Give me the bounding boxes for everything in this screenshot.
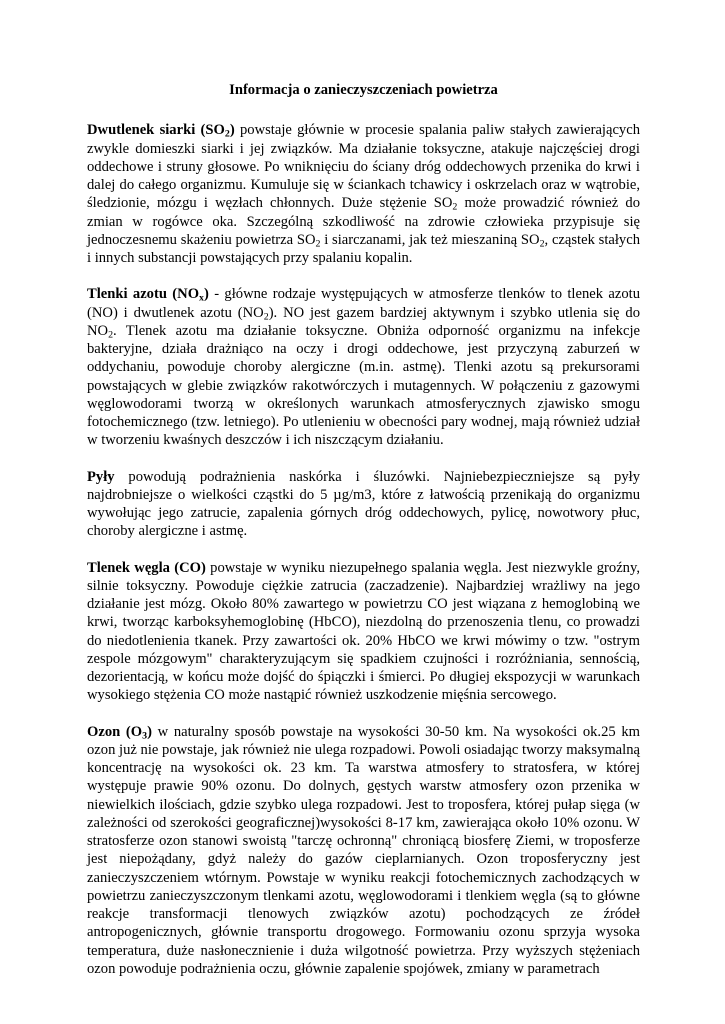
document-title: Informacja o zanieczyszczeniach powietrza: [229, 82, 498, 98]
paragraph-ozone: Ozon $(O_3)$ w naturalny sposób powstaje na wysokości 30-50 km. Na wysokości ok.25 km ozon już nie powstaje, jak również nie ulega rozpadowi. Powoli osiadając tworzy maksymalną koncentrację na wysokości ok. 23 km. Ta warstwa atmosfery to stratosfera, w której występuje prawie 90% ozonu. Do dolnych, gęstych warstw atmosfery ozon przenika w niewielkich ilościach, gdzie szybko ulega rozpadowi. Jest to troposfera, której pułap sięga (w zależności od szerokości geograficznej)wysokości 8-17 km, zawierająca około 10% ozonu. W stratosferze ozon stanowi swoistą "tarczę ochronną" chroniącą biosferę Ziemi, w troposferze jest niepożądany, gdyż należy do gazów cieplarnianych. Ozon troposferyczny jest zanieczyszczeniem wtórnym. Powstaje w wyniku reakcji fotochemicznych zachodzących w powietrzu zanieczyszczonym tlenkami azotu, węglowodorami i tlenkiem węgla (są to główne reakcje transformacji tlenowych związków azotu) pochodzących ze źródeł antropogenicznych, głównie transportu drogowego. Formowaniu ozonu sprzyja wysoka temperatura, duże nasłonecznienie i duża wilgotność powietrza. Przy wyższych stężeniach ozon powoduje podrażnienia oczu, głównie zapalenie spojówek, zmiany w parametrach: [87, 723, 640, 977]
paragraph-particulates: Pyły powodują podrażnienia naskórka i śluzówki. Najniebezpieczniejsze są pyły najdrobniejsze o wielkości cząstki do 5 µg/m3, które z łatwością przenikają do organizmu wywołując jego zatrucie, zapalenia górnych dróg oddechowych, pylicę, nowotwory płuc, choroby alergiczne i astmę.: [87, 468, 640, 540]
term-particulates: Pyły: [87, 468, 115, 485]
paragraph-nitrogen-oxides: Tlenki azotu $(NO_x)$ - główne rodzaje występujących w atmosferze tlenków to tlenek azotu (NO) i dwutlenek azotu $(NO_2)$. NO jest gazem bardziej aktywnym i szybko utlenia się do $NO_2$. Tlenek azotu ma działanie toksyczne. Obniża odporność organizmu na infekcje bakteryjne, działa drażniąco na oczy i drogi oddechowe, jest przyczyną zaburzeń w oddychaniu, powoduje choroby alergiczne (m.in. astmę). Tlenki azotu są prekursorami powstających w glebie związków rakotwórczych i mutagennych. W połączeniu z gazowymi węglowodorami tworzą w określonych warunkach atmosferycznych zjawisko smogu fotochemicznego (tzw. letniego). Po utlenieniu w obecności pary wodnej, mają również udział w tworzeniu kwaśnych deszczów i ich niszczącym działaniu.: [87, 286, 640, 449]
paragraph-carbon-monoxide: Tlenek węgla (CO) powstaje w wyniku niezupełnego spalania węgla. Jest niezwykle groźny, silnie toksyczny. Powoduje ciężkie zatrucia (zaczadzenie). Najbardziej wrażliwy na jego działanie jest mózg. Około 80% zawartego w powietrzu CO jest wiązana z hemoglobiną we krwi, tworząc karboksyhemoglobinę (HbCO), niezdolną do przenoszenia tlenu, co prowadzi do niedotlenienia tkanek. Przy zawartości ok. 20% HbCO we krwi mówimy o tzw. "ostrym zespole mózgowym" charakteryzującym się spadkiem czujności i rozróżniania, sennością, dezorientacją, w końcu może dojść do śpiączki i śmierci. Po długiej ekspozycji w warunkach wysokiego stężenia CO może nastąpić również uszkodzenie mięśnia sercowego.: [87, 559, 640, 704]
term-ozone: Ozon $(O_3)$: [87, 723, 152, 741]
paragraph-sulfur-dioxide: Dwutlenek siarki $(SO_2)$ powstaje głównie w procesie spalania paliw stałych zawierających zwykle domieszki siarki i jej związków. Ma działanie toksyczne, atakuje najczęściej drogi oddechowe i struny głosowe. Po wniknięciu do ściany dróg oddechowych przenika do krwi i dalej do całego organizmu. Kumuluje się w ściankach tchawicy i oskrzelach oraz w wątrobie, śledzionie, mózgu i węzłach chłonnych. Duże stężenie $SO_2$ może prowadzić również do zmian w rogówce oka. Szczególną szkodliwość na zdrowie człowieka przypisuje się jednoczesnemu skażeniu powietrza $SO_2$ i siarczanami, jak też mieszaniną $SO_2$, cząstek stałych i innych substancji powstających przy spalaniu kopalin.: [87, 122, 641, 266]
term-carbon-monoxide: Tlenek węgla (CO): [87, 559, 206, 576]
term-nitrogen-oxides: Tlenki azotu $(NO_x)$: [87, 286, 209, 304]
term-sulfur-dioxide: Dwutlenek siarki $(SO_2)$: [87, 122, 235, 140]
document-page: [87, 81, 640, 996]
